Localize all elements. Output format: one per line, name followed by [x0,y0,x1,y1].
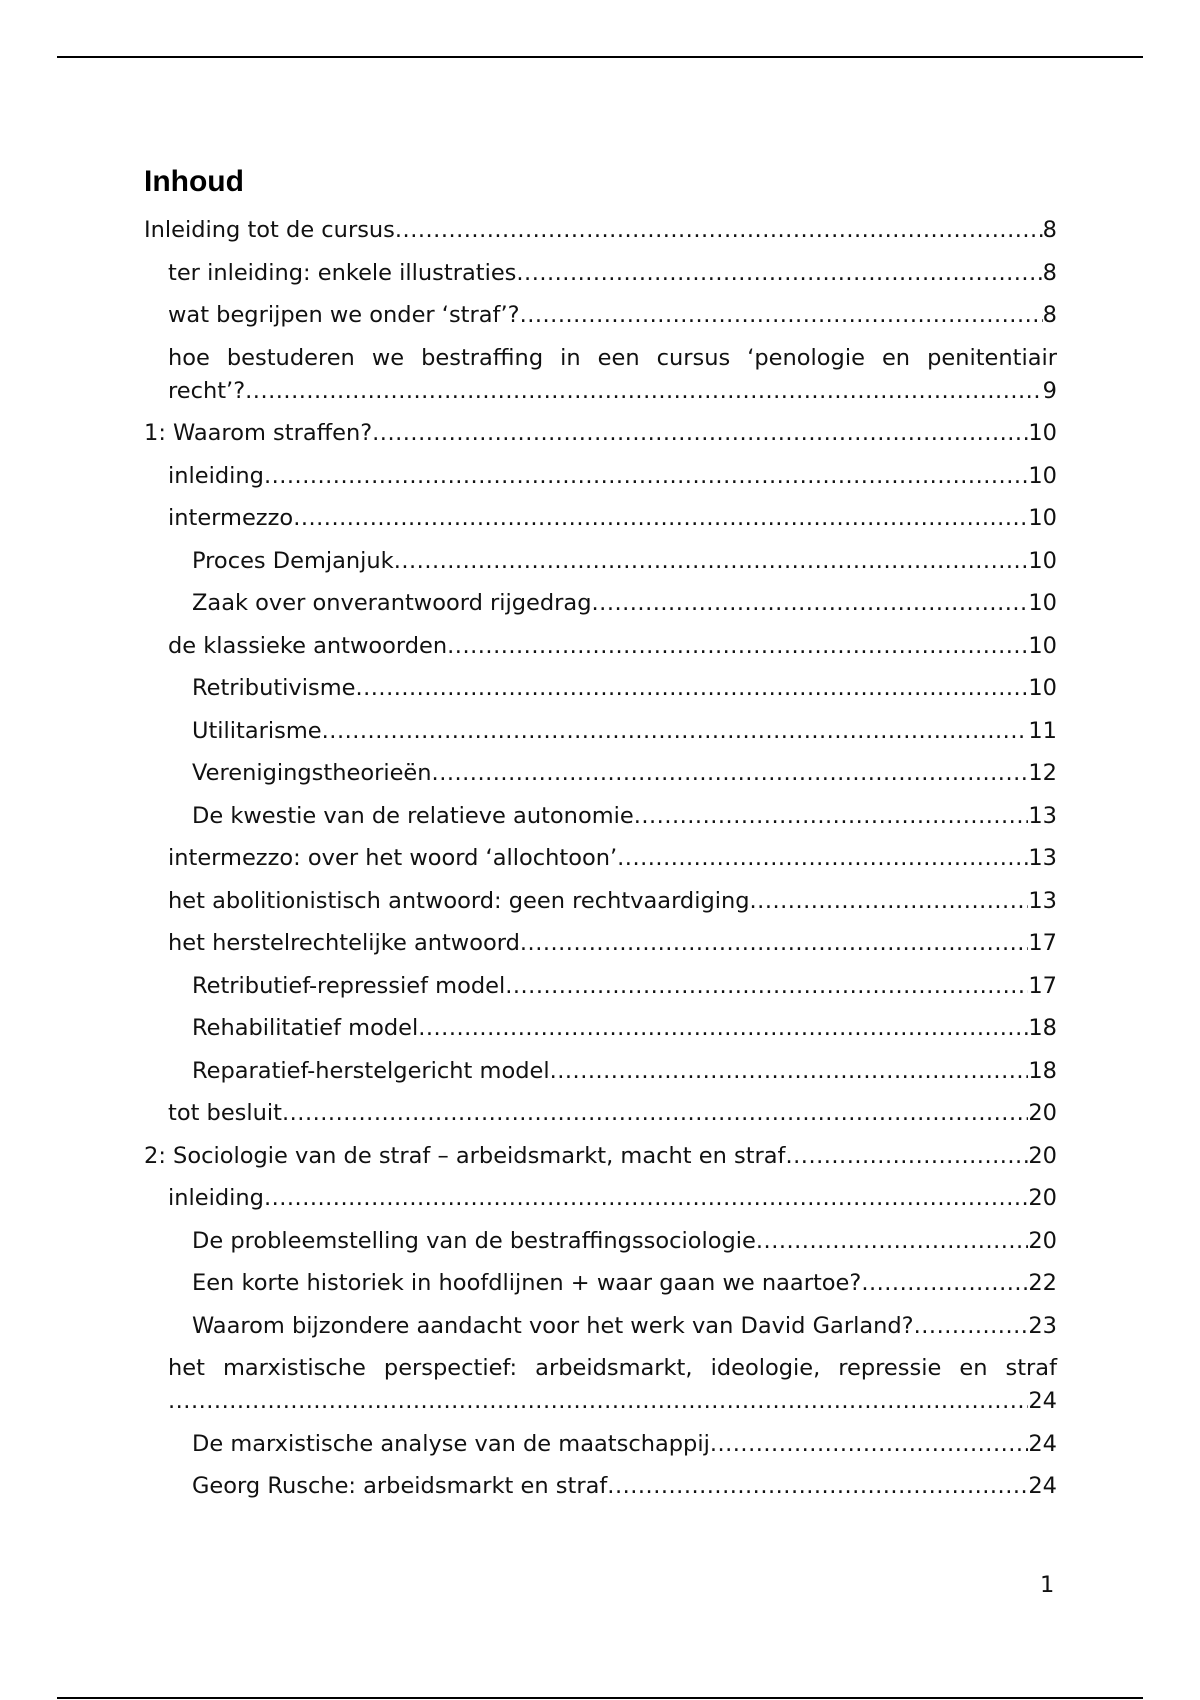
toc-entry-row [168,885,1057,918]
toc-entry-label: Reparatief-herstelgericht model [192,1057,550,1084]
toc-entry-row [168,502,1057,535]
toc-entry-row [192,545,1057,578]
toc-entry-label: het herstelrechtelijke antwoord [168,930,520,956]
toc-entry-page: 10 [1028,505,1057,531]
toc-entry-page: 10 [1028,590,1057,616]
toc-entry-row [192,800,1057,833]
toc-entry-label: De probleemstelling van de bestraffingssociologie [192,1227,756,1254]
toc-entry-label: ter inleiding: enkele illustraties [168,259,517,286]
toc-entry-label: Rehabilitatief model [192,1015,419,1041]
toc-entry-label: Proces Demjanjuk [192,547,394,574]
dot-leader [550,1055,1029,1088]
toc-entry-label: wat begrijpen we onder ‘straf’? [168,302,520,328]
dot-leader [861,1267,1028,1300]
table-of-contents [144,162,1057,1513]
toc-entry[interactable] [144,1310,1057,1343]
toc-entry-page: 20 [1028,1100,1057,1126]
toc-entry-label-line1: het marxistische perspectief: arbeidsmarkt, ideologie, repressie en straf [168,1355,1057,1381]
toc-entry[interactable] [144,214,1057,247]
toc-entry[interactable] [144,1225,1057,1258]
toc-entry-row [144,417,1057,450]
dot-leader [516,257,1042,290]
dot-leader [520,927,1028,960]
toc-entry-row [192,757,1057,790]
dot-leader [592,587,1029,620]
toc-entry[interactable] [144,842,1057,875]
dot-leader [756,1225,1028,1258]
toc-entry-row [168,1182,1057,1215]
toc-entry-row [192,970,1057,1003]
toc-entry-page: 23 [1028,1312,1057,1339]
toc-entry-row [144,1140,1057,1173]
toc-entry-page: 18 [1028,1015,1057,1041]
toc-entry-page: 22 [1028,1270,1057,1296]
dot-leader [607,1470,1028,1503]
toc-entry-row [192,1225,1057,1258]
dot-leader [372,417,1028,450]
toc-entry-page: 8 [1042,217,1057,243]
toc-entry[interactable] [144,1267,1057,1300]
toc-entry[interactable] [144,630,1057,663]
toc-entry-row [168,257,1057,290]
toc-entry-label: de klassieke antwoorden [168,632,448,659]
toc-entry-row [192,1012,1057,1045]
page-number: 1 [1040,1572,1055,1598]
toc-title: Inhoud [144,165,244,198]
toc-entry-page: 8 [1042,302,1057,328]
toc-entry-label: inleiding [168,1185,264,1211]
toc-entry[interactable] [144,417,1057,450]
toc-entry[interactable] [144,342,1057,408]
dot-leader [322,715,1029,748]
toc-entry[interactable] [144,1352,1057,1418]
dot-leader [914,1310,1029,1343]
toc-entry-page: 24 [1028,1388,1057,1414]
toc-entry-page: 20 [1028,1142,1057,1169]
toc-entry-page: 10 [1028,462,1057,489]
toc-entry[interactable] [144,800,1057,833]
toc-entry-page: 20 [1028,1185,1057,1211]
toc-entry-label: 2: Sociologie van de straf – arbeidsmarkt, macht en straf [144,1142,786,1169]
toc-entry-label: Waarom bijzondere aandacht voor het werk van David Garland? [192,1312,914,1339]
toc-entry-label: De marxistische analyse van de maatschappij [192,1430,710,1457]
dot-leader [520,299,1043,332]
toc-entry-page: 12 [1028,760,1057,786]
toc-entry-page: 9 [1042,377,1057,404]
dot-leader [447,630,1028,663]
toc-entry[interactable] [144,257,1057,290]
toc-entry[interactable] [144,545,1057,578]
toc-entry-row [144,214,1057,247]
toc-entry-label: inleiding [168,462,264,489]
toc-entry-row [168,460,1057,493]
toc-entry-page: 10 [1028,675,1057,701]
dot-leader [785,1140,1028,1173]
toc-entry[interactable] [144,715,1057,748]
header-rule [57,56,1143,58]
dot-leader [634,800,1029,833]
toc-entry-label: Retributivisme [192,675,356,701]
toc-entry-row [168,375,1057,408]
toc-entry-label: De kwestie van de relatieve autonomie [192,802,634,829]
toc-entry-row [192,1310,1057,1343]
toc-entry[interactable] [144,1012,1057,1045]
toc-entry[interactable] [144,970,1057,1003]
toc-entry[interactable] [144,1055,1057,1088]
toc-entry-page: 10 [1028,547,1057,574]
dot-leader [245,375,1043,408]
toc-entry-page: 13 [1028,802,1057,829]
dot-leader [505,970,1028,1003]
dot-leader [168,1385,1028,1418]
toc-entry-page: 24 [1028,1473,1057,1499]
toc-entry-page: 13 [1028,887,1057,914]
toc-entry-label: Georg Rusche: arbeidsmarkt en straf [192,1473,608,1499]
toc-entry-row [168,927,1057,960]
toc-entry[interactable] [144,1097,1057,1130]
toc-entry-label: Utilitarisme [192,717,322,744]
toc-entry-label: 1: Waarom straffen? [144,420,373,446]
dot-leader [617,842,1028,875]
toc-entry-page: 10 [1028,632,1057,659]
dot-leader [394,545,1029,578]
toc-entry-page: 13 [1028,845,1057,871]
toc-entry-row [192,715,1057,748]
toc-entry-label: Zaak over onverantwoord rijgedrag [192,590,592,616]
toc-entry-label: Retributief-repressief model [192,972,506,999]
toc-entry-page: 20 [1028,1227,1057,1254]
toc-entry-label: het abolitionistisch antwoord: geen rechtvaardiging [168,887,750,914]
dot-leader [264,1182,1028,1215]
toc-entry-page: 8 [1042,259,1057,286]
toc-entry[interactable] [144,672,1057,705]
toc-entry-label-line1: hoe bestuderen we bestraffing in een cursus ‘penologie en penitentiair [168,344,1057,371]
toc-entry[interactable] [144,1470,1057,1503]
toc-entry-page: 24 [1028,1430,1057,1457]
toc-entry-page: 17 [1028,930,1057,956]
toc-entry[interactable] [144,460,1057,493]
toc-entry-row [168,299,1057,332]
toc-entry-label: intermezzo [168,505,294,531]
toc-entry[interactable] [144,502,1057,535]
dot-leader [355,672,1028,705]
dot-leader [282,1097,1028,1130]
toc-entry-label: recht’? [168,377,246,404]
toc-entry-row [192,672,1057,705]
toc-entry[interactable] [144,885,1057,918]
toc-entry-label: Verenigingstheorieën [192,760,432,786]
toc-entry-row [192,1470,1057,1503]
dot-leader [432,757,1029,790]
toc-entry-page: 17 [1028,972,1057,999]
toc-entry-row [168,842,1057,875]
toc-entry-row [168,1385,1057,1418]
toc-entry-page: 18 [1028,1057,1057,1084]
toc-entry-page: 10 [1028,420,1057,446]
toc-entry-row [168,630,1057,663]
toc-entry-page: 11 [1028,717,1057,744]
toc-entry-row [168,1097,1057,1130]
toc-entry-label: Een korte historiek in hoofdlijnen + waar gaan we naartoe? [192,1270,862,1296]
toc-entry-label: Inleiding tot de cursus [144,217,395,243]
toc-entry[interactable] [144,1182,1057,1215]
toc-entry[interactable] [144,1140,1057,1173]
toc-entry[interactable] [144,757,1057,790]
footer-rule [57,1697,1143,1699]
dot-leader [395,214,1043,247]
toc-entry-label: tot besluit [168,1100,282,1126]
toc-entry[interactable] [144,587,1057,620]
toc-list [144,214,1057,1503]
toc-entry[interactable] [144,927,1057,960]
dot-leader [750,885,1029,918]
dot-leader [418,1012,1028,1045]
toc-entry-row [192,587,1057,620]
toc-entry[interactable] [144,1428,1057,1461]
toc-entry[interactable] [144,299,1057,332]
toc-entry-label: intermezzo: over het woord ‘allochtoon’ [168,845,618,871]
dot-leader [293,502,1028,535]
toc-entry-row [192,1267,1057,1300]
toc-entry-row [192,1428,1057,1461]
dot-leader [264,460,1028,493]
dot-leader [710,1428,1029,1461]
toc-entry-row [192,1055,1057,1088]
